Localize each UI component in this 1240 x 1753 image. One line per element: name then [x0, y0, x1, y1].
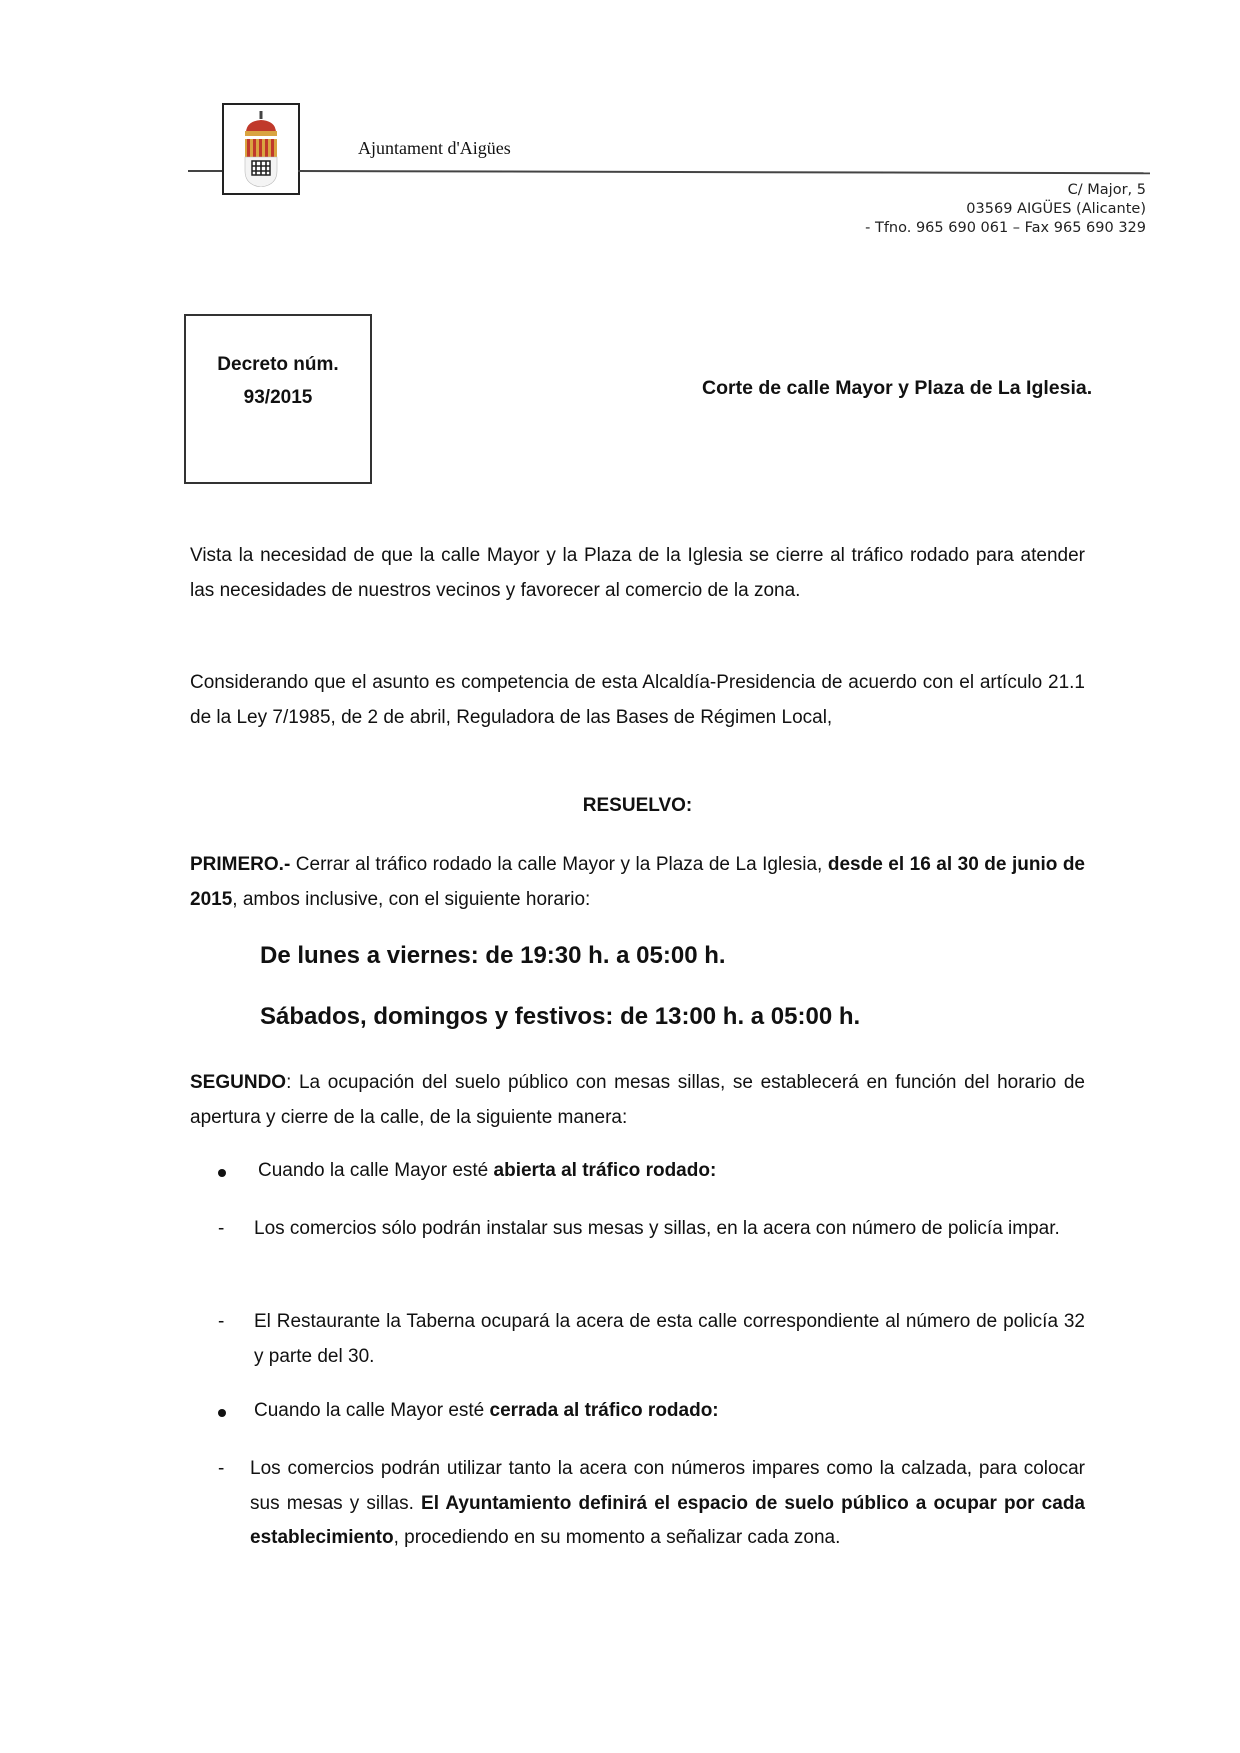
dash-calzada-bold: El Ayuntamiento definirá el espacio de suelo público a ocupar por cada establecimiento [250, 1492, 1085, 1548]
paragraph-vista: Vista la necesidad de que la calle Mayor y la Plaza de la Iglesia se cierre al tráfico rodado para atender las necesidades de nuestros vecinos y favorecer al comercio de la zona. [190, 545, 1085, 601]
coat-of-arms-icon [242, 111, 280, 187]
bullet-icon [218, 1169, 226, 1177]
paragraph-segundo [190, 1066, 1085, 1135]
paragraph-primero [190, 848, 1085, 917]
dash-marker: - [218, 1311, 225, 1332]
header-rule [298, 170, 1150, 174]
dash-taberna-text: El Restaurante la Taberna ocupará la acera de esta calle correspondiente al número de policía 32 y parte del 30. [254, 1311, 1085, 1367]
bullet-open-bold: abierta al tráfico rodado: [493, 1160, 717, 1181]
segundo-label: SEGUNDO [190, 1072, 287, 1093]
dash-item-impar [218, 1212, 1085, 1247]
address-street: C/ Major, 5 [1067, 182, 1146, 198]
dash-calzada-text: Los comercios podrán utilizar tanto la acera con números impares como la calzada, para colocar sus mesas y sillas. [250, 1458, 1085, 1514]
dash-impar-text: Los comercios sólo podrán instalar sus mesas y sillas, en la acera con número de policía impar. [254, 1218, 1060, 1239]
organization-name: Ajuntament d'Aigües [358, 138, 511, 158]
paragraph-considerando: Considerando que el asunto es competencia de esta Alcaldía-Presidencia de acuerdo con el artículo 21.1 de la Ley 7/1985, de 2 de abril, Reguladora de las Bases de Régimen Local, [190, 672, 1085, 728]
primero-text: Cerrar al tráfico rodado la calle Mayor y la Plaza de La Iglesia, [290, 854, 828, 875]
dash-item-calzada [218, 1452, 1085, 1556]
dash-marker: - [218, 1458, 225, 1479]
bullet-icon [218, 1409, 226, 1417]
primero-text-end: , ambos inclusive, con el siguiente horario: [232, 888, 591, 910]
schedule-weekdays: De lunes a viernes: de 19:30 h. a 05:00 h. [260, 942, 726, 969]
bullet-open-text: Cuando la calle Mayor esté [258, 1160, 494, 1181]
schedule-weekends: Sábados, domingos y festivos: de 13:00 h. a 05:00 h. [260, 1003, 861, 1030]
primero-label: PRIMERO.- [190, 854, 291, 875]
logo-frame [222, 103, 300, 195]
address-phone-fax: - Tfno. 965 690 061 – Fax 965 690 329 [865, 220, 1146, 236]
primero-dates: desde el 16 al 30 de junio de 2015 [190, 854, 1086, 910]
bullet-closed-bold: cerrada al tráfico rodado: [489, 1400, 719, 1421]
decree-number-box [184, 314, 372, 484]
dash-item-taberna [218, 1305, 1085, 1374]
resuelvo-heading: RESUELVO: [582, 795, 693, 816]
bullet-closed-traffic [218, 1400, 719, 1422]
decree-title: Corte de calle Mayor y Plaza de La Iglesia. [702, 377, 1093, 399]
decree-number: 93/2015 [243, 387, 313, 408]
header-rule-left [188, 170, 222, 172]
dash-marker: - [218, 1218, 225, 1239]
bullet-open-traffic [218, 1160, 716, 1182]
decree-label: Decreto núm. [217, 354, 339, 375]
dash-calzada-text-end: , procediendo en su momento a señalizar cada zona. [393, 1527, 841, 1548]
bullet-closed-text: Cuando la calle Mayor esté [254, 1400, 490, 1421]
address-city: 03569 AIGÜES (Alicante) [966, 201, 1146, 217]
segundo-text: : La ocupación del suelo público con mesas sillas, se establecerá en función del horario de apertura y cierre de la calle, de la siguiente manera: [190, 1072, 1085, 1128]
